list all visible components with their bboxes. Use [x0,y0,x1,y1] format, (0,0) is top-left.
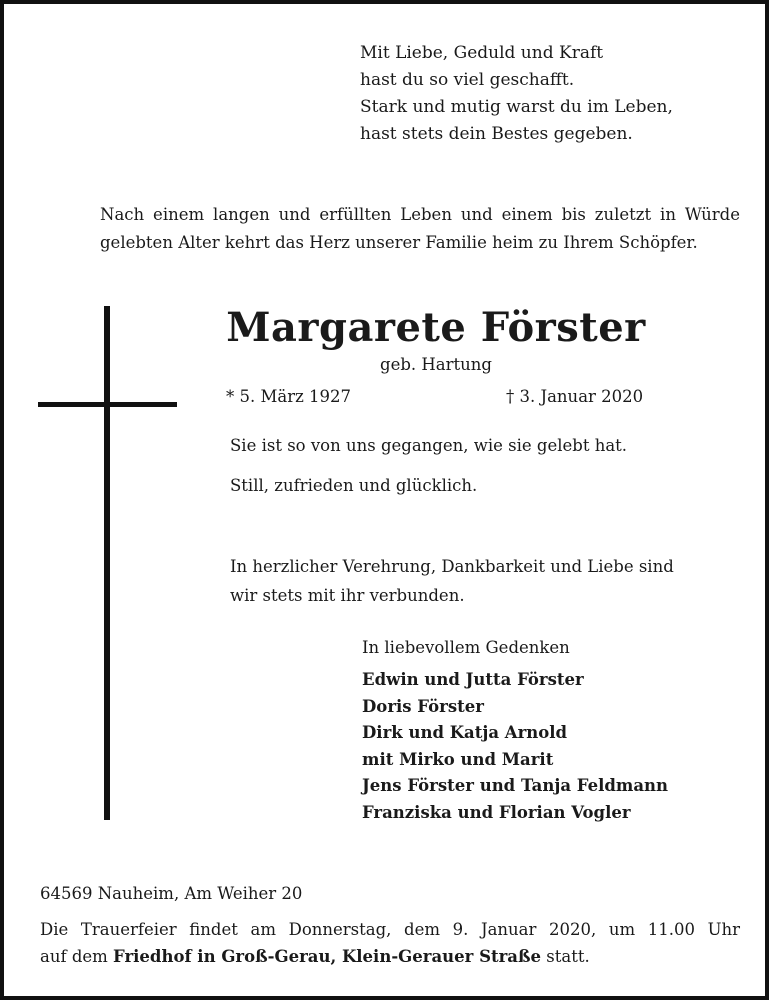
mourner-name: Franziska und Florian Vogler [362,802,631,822]
devotion-line: In herzlicher Verehrung, Dankbarkeit und Liebe sind [230,557,674,576]
mourners-list [362,667,668,826]
devotion-text [230,552,674,610]
cross-horizontal-bar [38,402,177,407]
quote-line: Sie ist so von uns gegangen, wie sie gelebt hat. [230,436,628,455]
funeral-line [40,943,740,970]
funeral-place: Friedhof in Groß-Gerau, Klein-Gerauer Straße [113,947,542,966]
intro-text [100,201,740,257]
mourner-name: Jens Förster und Tanja Feldmann [362,776,669,795]
poem-line: hast stets dein Bestes gegeben. [360,124,633,144]
poem-line: hast du so viel geschafft. [360,70,575,90]
poem-line: Stark und mutig warst du im Leben, [360,97,673,117]
death-date: † 3. Januar 2020 [506,387,644,406]
intro-line: Nach einem langen und erfüllten Leben und einem bis zuletzt in Würde [100,205,740,224]
poem-line: Mit Liebe, Geduld und Kraft [360,43,604,63]
cross-vertical-bar [104,306,110,820]
funeral-info [40,916,740,970]
birth-date: * 5. März 1927 [226,387,352,406]
deceased-name: Margarete Förster [226,304,646,351]
mourner-name: mit Mirko und Marit [362,749,554,769]
funeral-line: Die Trauerfeier findet am Donnerstag, dem 9. Januar 2020, um 11.00 Uhr [40,920,740,939]
poem [360,40,673,148]
mourner-name: Edwin und Jutta Förster [362,670,584,689]
funeral-prefix: auf dem [40,947,108,966]
mourner-name: Dirk und Katja Arnold [362,723,568,742]
mourner-name: Doris Förster [362,696,484,716]
quote-line: Still, zufrieden und glücklich. [230,476,478,495]
family-address: 64569 Nauheim, Am Weiher 20 [40,884,303,903]
intro-line: gelebten Alter kehrt das Herz unserer Familie heim zu Ihrem Schöpfer. [100,233,698,252]
memory-heading: In liebevollem Gedenken [362,638,570,657]
maiden-name: geb. Hartung [380,355,492,374]
devotion-line: wir stets mit ihr verbunden. [230,586,465,605]
funeral-suffix: statt. [546,947,590,966]
